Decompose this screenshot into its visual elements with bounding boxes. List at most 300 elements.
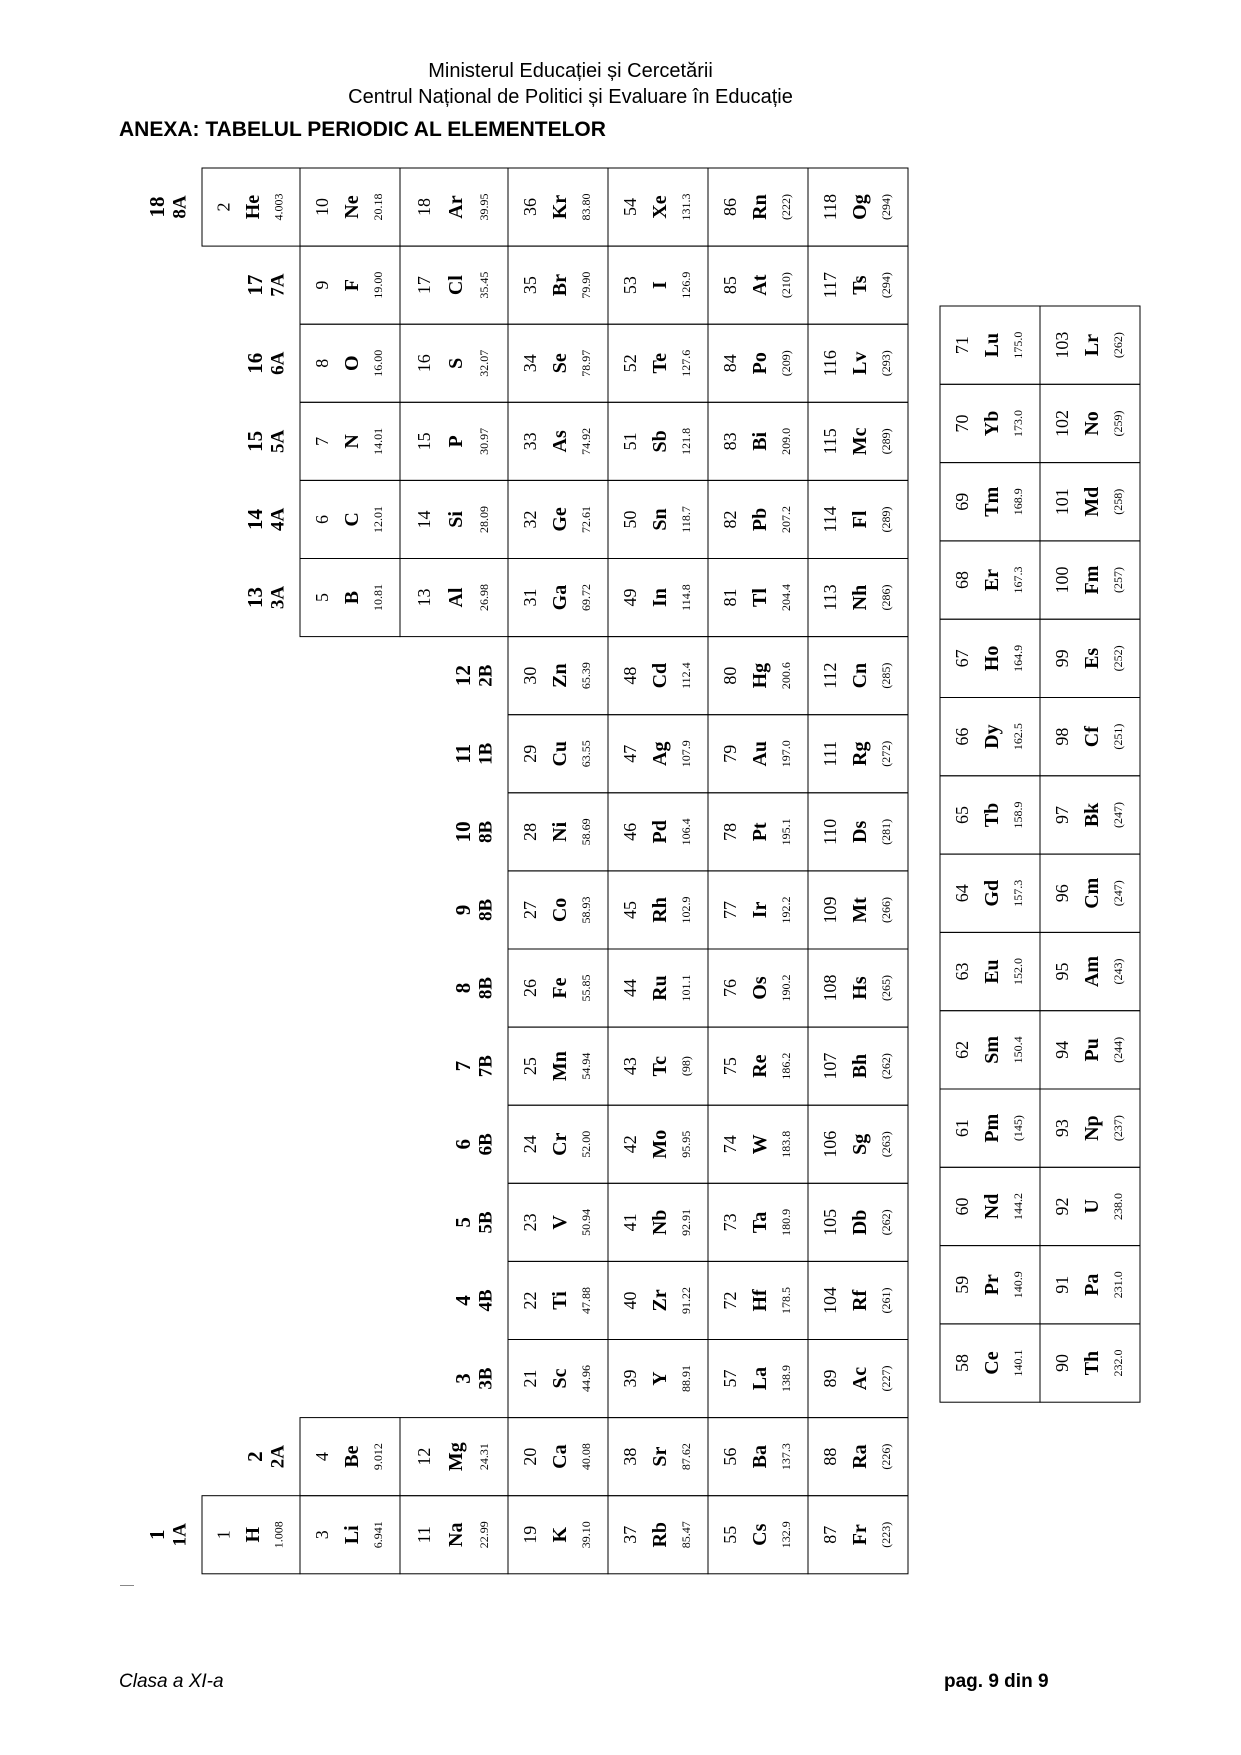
atomic-number: 61 bbox=[952, 1119, 972, 1138]
element-symbol: O bbox=[341, 355, 363, 372]
atomic-number: 9 bbox=[312, 280, 332, 290]
ministry-name: Ministerul Educației și Cercetării bbox=[428, 60, 713, 82]
atomic-mass: 19.00 bbox=[371, 271, 385, 299]
element-symbol: Mo bbox=[649, 1129, 671, 1159]
atomic-mass: 85.47 bbox=[679, 1521, 693, 1549]
group-number: 3 bbox=[451, 1373, 475, 1384]
atomic-number: 27 bbox=[520, 900, 540, 919]
atomic-mass: 58.69 bbox=[579, 818, 593, 846]
atomic-number: 73 bbox=[720, 1213, 740, 1232]
atomic-number: 64 bbox=[952, 884, 972, 903]
element-symbol: H bbox=[241, 1526, 264, 1543]
element-symbol: N bbox=[341, 434, 363, 449]
atomic-number: 33 bbox=[520, 432, 540, 451]
element-symbol: W bbox=[749, 1134, 771, 1155]
element-symbol: Gd bbox=[981, 879, 1003, 907]
element-symbol: Y bbox=[649, 1371, 671, 1386]
atomic-number: 13 bbox=[413, 588, 434, 607]
atomic-number: 113 bbox=[820, 584, 840, 611]
atomic-number: 71 bbox=[952, 336, 972, 355]
atomic-mass: 173.0 bbox=[1011, 409, 1025, 437]
atomic-number: 112 bbox=[820, 662, 840, 689]
element-symbol: Pd bbox=[649, 820, 671, 844]
atomic-mass: 16.00 bbox=[371, 349, 385, 377]
element-symbol: Sn bbox=[649, 508, 671, 531]
atomic-number: 117 bbox=[820, 271, 840, 299]
atomic-mass: 150.4 bbox=[1011, 1036, 1025, 1064]
atomic-number: 29 bbox=[520, 744, 540, 763]
atomic-number: 82 bbox=[720, 510, 740, 529]
element-symbol: Dy bbox=[981, 724, 1003, 749]
atomic-number: 47 bbox=[620, 744, 640, 763]
group-label: 5B bbox=[475, 1211, 497, 1234]
element-symbol: Og bbox=[849, 194, 871, 220]
atomic-mass: 39.95 bbox=[477, 193, 492, 221]
atomic-number: 28 bbox=[520, 822, 540, 841]
atomic-mass: 83.80 bbox=[579, 193, 593, 221]
atomic-mass: 30.97 bbox=[477, 427, 492, 455]
atomic-number: 32 bbox=[520, 510, 540, 529]
element-symbol: Rf bbox=[849, 1289, 871, 1312]
element-symbol: C bbox=[341, 512, 363, 527]
element-symbol: Se bbox=[549, 353, 571, 374]
atomic-number: 108 bbox=[820, 974, 840, 1002]
atomic-number: 83 bbox=[720, 432, 740, 451]
element-symbol: Tb bbox=[981, 802, 1003, 828]
atomic-number: 51 bbox=[620, 432, 640, 451]
atomic-mass: 231.0 bbox=[1111, 1271, 1125, 1299]
element-symbol: Hg bbox=[749, 662, 771, 689]
atomic-mass: (237) bbox=[1111, 1115, 1125, 1142]
atomic-number: 94 bbox=[1052, 1040, 1072, 1059]
atomic-number: 75 bbox=[720, 1057, 740, 1076]
atomic-mass: 50.94 bbox=[579, 1208, 593, 1236]
atomic-mass: 6.941 bbox=[371, 1521, 385, 1549]
atomic-number: 23 bbox=[520, 1213, 540, 1232]
atomic-mass: 72.61 bbox=[579, 505, 593, 533]
element-symbol: Ag bbox=[649, 741, 671, 766]
element-symbol: Cl bbox=[445, 275, 468, 296]
element-symbol: Pb bbox=[749, 507, 771, 532]
element-symbol: U bbox=[1081, 1199, 1103, 1214]
group-number: 1 bbox=[145, 1529, 169, 1540]
element-symbol: Ta bbox=[749, 1211, 771, 1234]
atomic-mass: (266) bbox=[879, 896, 893, 923]
atomic-number: 49 bbox=[620, 588, 640, 607]
atomic-mass: 137.3 bbox=[779, 1443, 793, 1471]
atomic-mass: 118.7 bbox=[679, 506, 693, 533]
group-label: 3B bbox=[475, 1367, 497, 1390]
footer-class: Clasa a XI-a bbox=[119, 1671, 224, 1692]
element-symbol: Fe bbox=[549, 977, 571, 999]
element-symbol: Lv bbox=[849, 351, 871, 375]
atomic-mass: 168.9 bbox=[1011, 488, 1025, 516]
atomic-mass: 140.1 bbox=[1011, 1349, 1025, 1377]
element-symbol: Ts bbox=[849, 275, 871, 295]
atomic-mass: 26.98 bbox=[477, 584, 492, 612]
atomic-mass: 40.08 bbox=[579, 1443, 593, 1471]
atomic-number: 52 bbox=[620, 354, 640, 373]
atomic-mass: 232.0 bbox=[1111, 1349, 1125, 1377]
atomic-number: 95 bbox=[1052, 962, 1072, 981]
element-symbol: Rg bbox=[849, 741, 871, 766]
element-symbol: Li bbox=[341, 1525, 363, 1545]
atomic-mass: (262) bbox=[1111, 332, 1125, 359]
atomic-number: 103 bbox=[1052, 331, 1072, 359]
element-symbol: Hf bbox=[749, 1289, 771, 1312]
atomic-number: 110 bbox=[820, 818, 840, 846]
element-symbol: Mt bbox=[849, 897, 871, 923]
element-symbol: Nd bbox=[981, 1193, 1003, 1220]
atomic-number: 22 bbox=[520, 1291, 540, 1310]
element-symbol: Si bbox=[445, 511, 468, 528]
atomic-mass: 35.45 bbox=[477, 271, 492, 299]
group-label: 1B bbox=[475, 742, 497, 765]
group-number: 16 bbox=[243, 352, 267, 374]
element-symbol: Sr bbox=[649, 1446, 671, 1467]
element-symbol: As bbox=[549, 430, 571, 453]
element-symbol: Ti bbox=[549, 1291, 571, 1310]
atomic-number: 42 bbox=[620, 1135, 640, 1154]
element-symbol: V bbox=[549, 1215, 571, 1230]
atomic-number: 54 bbox=[620, 198, 640, 217]
atomic-number: 8 bbox=[312, 358, 332, 368]
atomic-number: 99 bbox=[1052, 649, 1072, 668]
atomic-number: 104 bbox=[820, 1286, 840, 1314]
element-symbol: Bi bbox=[749, 431, 771, 451]
atomic-number: 59 bbox=[952, 1275, 972, 1294]
atomic-mass: 207.2 bbox=[779, 505, 793, 533]
atomic-number: 41 bbox=[620, 1213, 640, 1232]
atomic-number: 40 bbox=[620, 1291, 640, 1310]
atomic-number: 84 bbox=[720, 354, 740, 373]
element-symbol: Ac bbox=[849, 1366, 871, 1391]
element-symbol: Cn bbox=[849, 662, 871, 689]
element-symbol: Ar bbox=[445, 195, 468, 219]
atomic-mass: 88.91 bbox=[679, 1365, 693, 1393]
element-symbol: F bbox=[341, 279, 363, 292]
element-symbol: Bh bbox=[849, 1053, 871, 1079]
group-label: 1A bbox=[169, 1523, 191, 1547]
element-symbol: Rb bbox=[649, 1521, 671, 1548]
atomic-mass: (258) bbox=[1111, 488, 1125, 515]
element-symbol: Co bbox=[549, 897, 571, 923]
atomic-number: 15 bbox=[413, 432, 434, 451]
element-symbol: Ra bbox=[849, 1444, 871, 1469]
element-symbol: Nh bbox=[849, 584, 871, 611]
atomic-mass: 131.3 bbox=[679, 193, 693, 221]
element-symbol: Ge bbox=[549, 507, 571, 532]
atomic-mass: (289) bbox=[879, 428, 893, 455]
atomic-number: 90 bbox=[1052, 1354, 1072, 1373]
atomic-mass: 126.9 bbox=[679, 271, 693, 299]
element-symbol: Ba bbox=[749, 1444, 771, 1469]
element-symbol: B bbox=[341, 590, 363, 605]
group-number: 6 bbox=[451, 1139, 475, 1150]
element-symbol: Au bbox=[749, 740, 771, 767]
atomic-mass: 58.93 bbox=[579, 896, 593, 924]
atomic-mass: (259) bbox=[1111, 410, 1125, 437]
atomic-number: 76 bbox=[720, 979, 740, 998]
atomic-number: 68 bbox=[952, 571, 972, 590]
element-symbol: Rh bbox=[649, 897, 671, 923]
atomic-mass: 197.0 bbox=[779, 740, 793, 768]
element-symbol: Ds bbox=[849, 820, 871, 843]
element-symbol: Sg bbox=[849, 1133, 871, 1155]
group-number: 10 bbox=[451, 821, 475, 843]
atomic-mass: 74.92 bbox=[579, 427, 593, 455]
atomic-mass: 12.01 bbox=[371, 505, 385, 533]
atomic-number: 89 bbox=[820, 1369, 840, 1388]
group-number: 5 bbox=[451, 1217, 475, 1228]
element-symbol: Ru bbox=[649, 975, 671, 1001]
atomic-mass: 91.22 bbox=[679, 1286, 693, 1314]
element-symbol: Zr bbox=[649, 1289, 671, 1312]
group-label: 8B bbox=[475, 820, 497, 843]
element-symbol: Cu bbox=[549, 740, 571, 767]
atomic-number: 2 bbox=[213, 202, 234, 212]
atomic-number: 24 bbox=[520, 1135, 540, 1154]
atomic-mass: 47.88 bbox=[579, 1286, 593, 1314]
atomic-number: 92 bbox=[1052, 1197, 1072, 1216]
element-symbol: La bbox=[749, 1366, 771, 1391]
element-symbol: Ne bbox=[341, 195, 363, 219]
atomic-mass: 195.1 bbox=[779, 818, 793, 846]
atomic-number: 97 bbox=[1052, 805, 1072, 824]
atomic-mass: 87.62 bbox=[679, 1443, 693, 1471]
atomic-number: 93 bbox=[1052, 1119, 1072, 1138]
atomic-mass: (222) bbox=[779, 194, 793, 221]
atomic-mass: 32.07 bbox=[477, 349, 492, 377]
atomic-mass: 22.99 bbox=[477, 1521, 492, 1549]
atomic-number: 57 bbox=[720, 1369, 740, 1388]
atomic-number: 72 bbox=[720, 1291, 740, 1310]
atomic-number: 105 bbox=[820, 1208, 840, 1236]
group-number: 14 bbox=[243, 508, 267, 530]
atomic-number: 91 bbox=[1052, 1275, 1072, 1294]
atomic-number: 88 bbox=[820, 1447, 840, 1466]
atomic-number: 77 bbox=[720, 900, 740, 919]
atomic-mass: (247) bbox=[1111, 880, 1125, 907]
element-symbol: Mn bbox=[549, 1051, 571, 1082]
atomic-mass: 200.6 bbox=[779, 662, 793, 690]
atomic-mass: (289) bbox=[879, 506, 893, 533]
element-symbol: Am bbox=[1081, 955, 1103, 988]
atomic-mass: 9.012 bbox=[371, 1443, 385, 1471]
element-symbol: Lu bbox=[981, 332, 1003, 358]
atomic-number: 38 bbox=[620, 1447, 640, 1466]
atomic-number: 36 bbox=[520, 198, 540, 217]
atomic-mass: 20.18 bbox=[371, 193, 385, 221]
element-symbol: Eu bbox=[981, 959, 1003, 984]
atomic-number: 87 bbox=[820, 1525, 840, 1544]
atomic-number: 12 bbox=[413, 1447, 434, 1466]
atomic-mass: (251) bbox=[1111, 723, 1125, 750]
element-symbol: He bbox=[241, 194, 264, 220]
atomic-mass: 175.0 bbox=[1011, 331, 1025, 359]
atomic-mass: 183.8 bbox=[779, 1130, 793, 1158]
atomic-mass: 63.55 bbox=[579, 740, 593, 768]
atomic-mass: (210) bbox=[779, 272, 793, 299]
page-title: ANEXA: TABELUL PERIODIC AL ELEMENTELOR bbox=[119, 118, 606, 141]
footer-page-number: pag. 9 din 9 bbox=[944, 1671, 1049, 1692]
element-symbol: Os bbox=[749, 976, 771, 1000]
atomic-mass: (209) bbox=[779, 350, 793, 377]
element-symbol: In bbox=[649, 588, 671, 608]
group-number: 15 bbox=[243, 430, 267, 452]
atomic-mass: (252) bbox=[1111, 645, 1125, 672]
element-symbol: Es bbox=[1081, 647, 1103, 669]
atomic-number: 21 bbox=[520, 1369, 540, 1388]
atomic-number: 56 bbox=[720, 1447, 740, 1466]
atomic-mass: 101.1 bbox=[679, 974, 693, 1002]
group-number: 18 bbox=[145, 196, 169, 218]
atomic-mass: (281) bbox=[879, 818, 893, 845]
group-number: 2 bbox=[243, 1451, 267, 1462]
atomic-number: 98 bbox=[1052, 727, 1072, 746]
atomic-mass: 178.5 bbox=[779, 1286, 793, 1314]
group-number: 4 bbox=[451, 1295, 475, 1306]
element-symbol: K bbox=[549, 1526, 571, 1543]
atomic-mass: (145) bbox=[1011, 1115, 1025, 1142]
element-symbol: No bbox=[1081, 411, 1103, 436]
atomic-mass: (244) bbox=[1111, 1036, 1125, 1063]
element-symbol: Pt bbox=[749, 822, 771, 842]
atomic-number: 79 bbox=[720, 744, 740, 763]
atomic-number: 115 bbox=[820, 428, 840, 455]
element-symbol: Cs bbox=[749, 1523, 771, 1546]
element-symbol: Cm bbox=[1081, 877, 1103, 909]
element-symbol: Fm bbox=[1081, 565, 1103, 595]
atomic-mass: (294) bbox=[879, 272, 893, 299]
margin-mark bbox=[120, 1585, 134, 1586]
element-symbol: Br bbox=[549, 274, 571, 297]
element-symbol: I bbox=[649, 281, 671, 290]
atomic-mass: 192.2 bbox=[779, 896, 793, 924]
group-number: 7 bbox=[451, 1060, 475, 1072]
atomic-mass: (227) bbox=[879, 1365, 893, 1392]
atomic-number: 60 bbox=[952, 1197, 972, 1216]
atomic-mass: 238.0 bbox=[1111, 1192, 1125, 1220]
element-symbol: Cf bbox=[1081, 726, 1103, 748]
element-symbol: Pa bbox=[1081, 1273, 1103, 1296]
atomic-mass: 167.3 bbox=[1011, 566, 1025, 594]
group-label: 5A bbox=[267, 429, 289, 453]
element-symbol: Bk bbox=[1081, 802, 1103, 828]
atomic-number: 17 bbox=[413, 276, 434, 295]
atomic-mass: 127.6 bbox=[679, 349, 693, 377]
atomic-mass: 190.2 bbox=[779, 974, 793, 1002]
element-symbol: Tm bbox=[981, 486, 1003, 517]
atomic-number: 14 bbox=[413, 510, 434, 529]
atomic-number: 74 bbox=[720, 1135, 740, 1154]
atomic-number: 62 bbox=[952, 1040, 972, 1059]
atomic-mass: 162.5 bbox=[1011, 723, 1025, 751]
element-symbol: Tc bbox=[649, 1055, 671, 1077]
atomic-mass: 102.9 bbox=[679, 896, 693, 924]
center-name: Centrul Național de Politici și Evaluare în Educație bbox=[348, 86, 793, 108]
atomic-number: 10 bbox=[312, 198, 332, 217]
group-label: 4B bbox=[475, 1289, 497, 1312]
group-label: 8B bbox=[475, 976, 497, 1000]
atomic-number: 18 bbox=[413, 198, 434, 217]
group-number: 17 bbox=[243, 274, 267, 296]
atomic-mass: 152.0 bbox=[1011, 958, 1025, 986]
element-symbol: Hs bbox=[849, 976, 871, 1000]
atomic-number: 5 bbox=[312, 593, 332, 603]
atomic-number: 44 bbox=[620, 979, 640, 998]
element-symbol: Be bbox=[341, 1445, 363, 1468]
atomic-number: 20 bbox=[520, 1447, 540, 1466]
group-number: 9 bbox=[451, 904, 475, 916]
atomic-number: 96 bbox=[1052, 884, 1072, 903]
atomic-mass: 157.3 bbox=[1011, 879, 1025, 907]
element-symbol: Te bbox=[649, 353, 671, 374]
element-symbol: Db bbox=[849, 1209, 871, 1236]
atomic-number: 1 bbox=[213, 1530, 234, 1540]
atomic-number: 100 bbox=[1052, 566, 1072, 594]
element-symbol: Rn bbox=[749, 194, 771, 220]
group-label: 7A bbox=[267, 273, 289, 297]
atomic-number: 111 bbox=[820, 740, 840, 767]
atomic-number: 7 bbox=[312, 436, 332, 446]
element-symbol: Kr bbox=[549, 194, 571, 220]
atomic-number: 45 bbox=[620, 900, 640, 919]
atomic-mass: 4.003 bbox=[271, 193, 286, 221]
element-symbol: Yb bbox=[981, 410, 1003, 437]
atomic-number: 16 bbox=[413, 354, 434, 373]
atomic-mass: 204.4 bbox=[779, 584, 793, 612]
atomic-number: 118 bbox=[820, 193, 840, 221]
group-label: 2A bbox=[267, 1445, 289, 1469]
atomic-mass: 140.9 bbox=[1011, 1271, 1025, 1299]
atomic-mass: (294) bbox=[879, 194, 893, 221]
atomic-number: 39 bbox=[620, 1369, 640, 1388]
atomic-number: 50 bbox=[620, 510, 640, 529]
atomic-mass: 121.8 bbox=[679, 427, 693, 455]
element-symbol: Np bbox=[1081, 1115, 1103, 1141]
atomic-mass: 39.10 bbox=[579, 1521, 593, 1549]
atomic-mass: 24.31 bbox=[477, 1443, 492, 1471]
atomic-mass: (243) bbox=[1111, 958, 1125, 985]
element-symbol: Al bbox=[445, 587, 468, 608]
atomic-number: 46 bbox=[620, 822, 640, 841]
atomic-mass: 132.9 bbox=[779, 1521, 793, 1549]
element-symbol: Sc bbox=[549, 1368, 571, 1389]
atomic-mass: (265) bbox=[879, 975, 893, 1002]
atomic-number: 107 bbox=[820, 1052, 840, 1080]
atomic-number: 67 bbox=[952, 649, 972, 668]
element-symbol: Cr bbox=[549, 1132, 571, 1156]
atomic-mass: (286) bbox=[879, 584, 893, 611]
element-symbol: Nb bbox=[649, 1209, 671, 1236]
element-symbol: Mg bbox=[445, 1442, 468, 1472]
element-symbol: At bbox=[749, 274, 771, 296]
atomic-mass: 114.8 bbox=[679, 584, 693, 611]
atomic-mass: 164.9 bbox=[1011, 644, 1025, 672]
atomic-number: 116 bbox=[820, 350, 840, 377]
group-label: 3A bbox=[267, 585, 289, 610]
atomic-mass: 78.97 bbox=[579, 349, 593, 377]
element-symbol: Pm bbox=[981, 1113, 1003, 1143]
atomic-number: 25 bbox=[520, 1057, 540, 1076]
element-symbol: Ho bbox=[981, 645, 1003, 672]
atomic-mass: 54.94 bbox=[579, 1052, 593, 1080]
atomic-mass: 14.01 bbox=[371, 427, 385, 455]
atomic-mass: 209.0 bbox=[779, 427, 793, 455]
atomic-mass: (223) bbox=[879, 1521, 893, 1548]
atomic-number: 63 bbox=[952, 962, 972, 981]
